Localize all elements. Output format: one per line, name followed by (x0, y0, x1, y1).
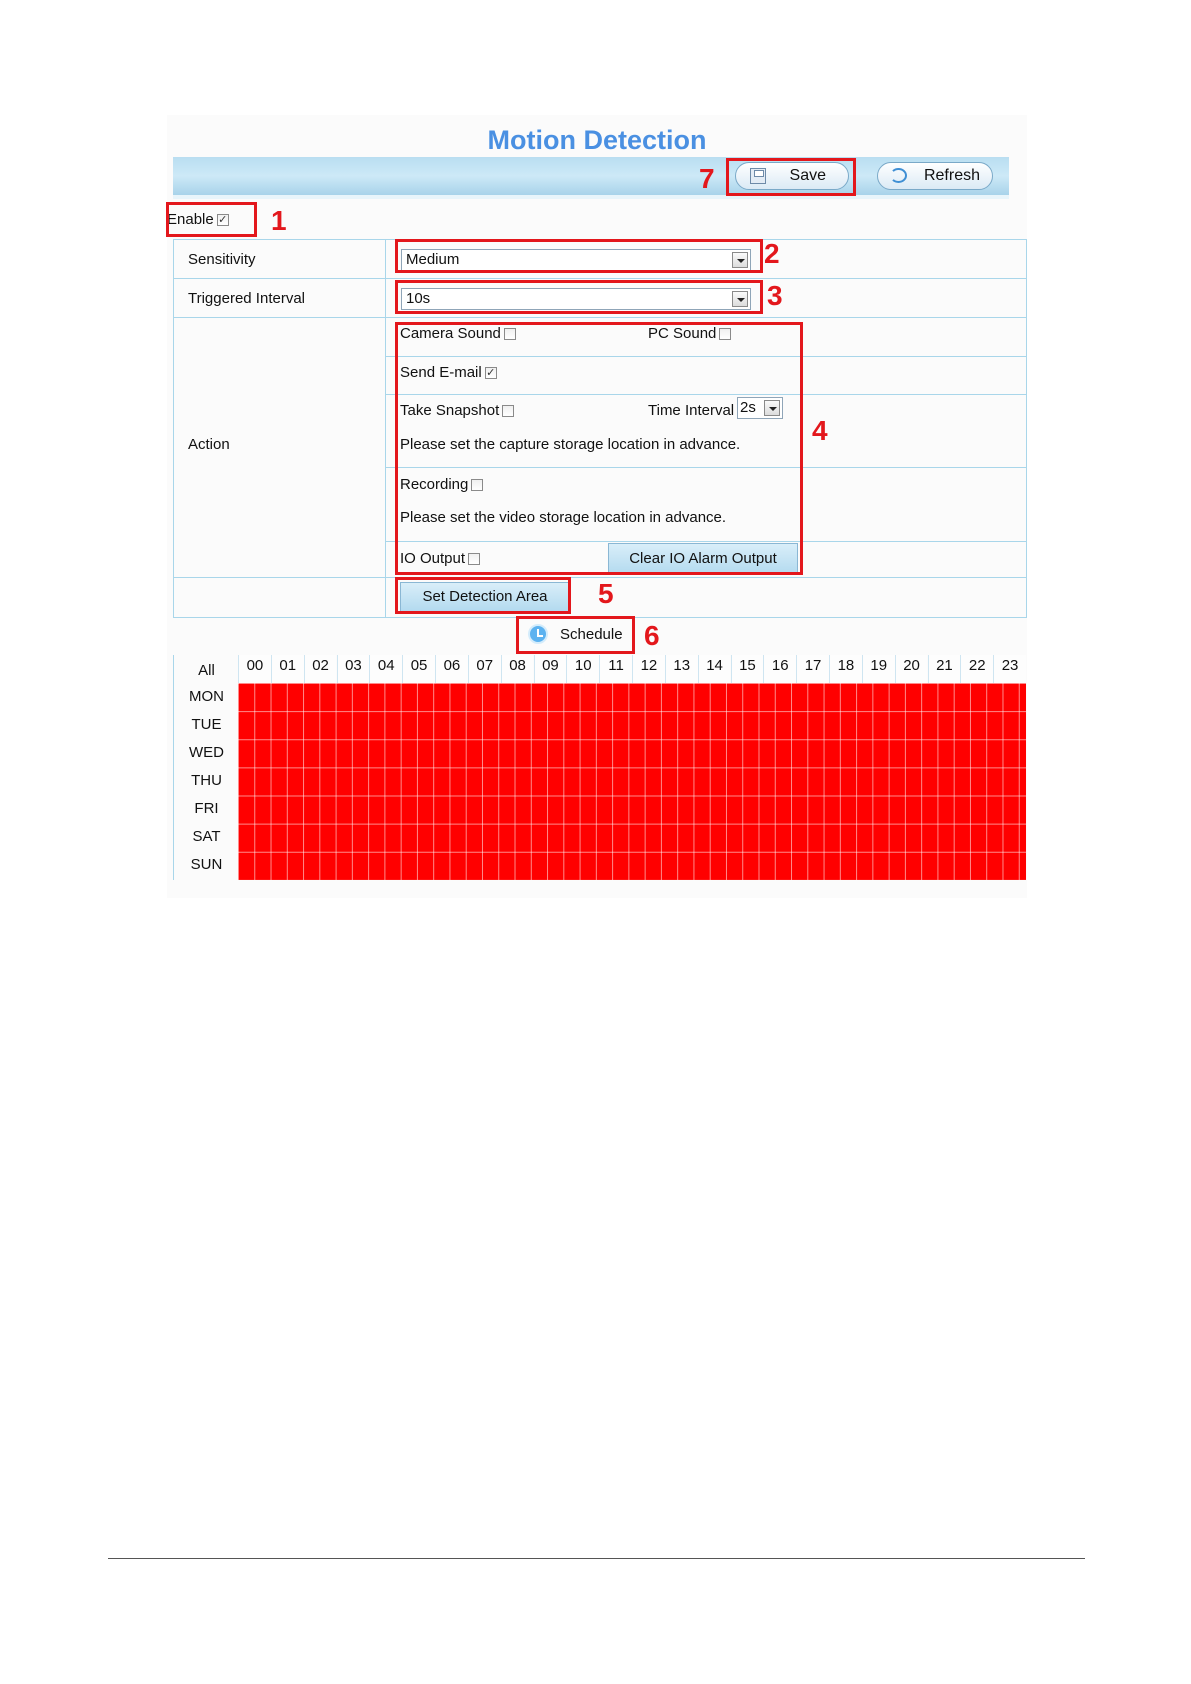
recording-option: Recording (400, 476, 483, 493)
send-email-checkbox[interactable]: ✓ (486, 367, 496, 380)
day-tue[interactable]: TUE (191, 716, 222, 733)
callout-box-sensitivity (395, 239, 763, 273)
callout-box-action (395, 322, 803, 575)
refresh-button[interactable]: Refresh (877, 162, 993, 190)
capture-storage-note: Please set the capture storage location in advance. (400, 436, 741, 453)
time-interval-label: Time Interval (648, 402, 735, 419)
day-sun[interactable]: SUN (190, 856, 223, 873)
sensitivity-select[interactable]: Medium (401, 249, 751, 271)
hour-header-08[interactable]: 08 (501, 655, 534, 683)
callout-box-schedule (516, 616, 635, 654)
callout-box-interval (395, 280, 763, 314)
day-fri[interactable]: FRI (194, 800, 219, 817)
hour-header-20[interactable]: 20 (895, 655, 928, 683)
video-storage-note: Please set the video storage location in advance. (400, 509, 727, 526)
callout-box-save (726, 158, 856, 196)
hour-header-18[interactable]: 18 (829, 655, 862, 683)
io-output-option: IO Output (400, 550, 480, 567)
hour-header-14[interactable]: 14 (698, 655, 731, 683)
hour-header-21[interactable]: 21 (928, 655, 961, 683)
hour-header-01[interactable]: 01 (271, 655, 304, 683)
sensitivity-label: Sensitivity (188, 251, 256, 268)
schedule-button[interactable]: Schedule (528, 624, 623, 644)
day-wed[interactable]: WED (189, 744, 224, 761)
camera-sound-option: Camera Sound (400, 325, 516, 342)
day-mon[interactable]: MON (189, 688, 224, 705)
hour-header-07[interactable]: 07 (468, 655, 501, 683)
day-sat[interactable]: SAT (192, 828, 221, 845)
callout-box-enable (166, 202, 257, 237)
page-footer-divider (108, 1558, 1085, 1559)
hour-header-23[interactable]: 23 (993, 655, 1026, 683)
hour-header-09[interactable]: 09 (534, 655, 567, 683)
set-detection-area-button[interactable]: Set Detection Area (400, 582, 570, 612)
callout-box-detection-area (395, 577, 571, 614)
hour-header-22[interactable]: 22 (960, 655, 993, 683)
hour-header-12[interactable]: 12 (632, 655, 665, 683)
callout-5: 5 (598, 578, 614, 609)
send-email-option: Send E-mail ✓ (400, 364, 496, 381)
schedule-all-button[interactable]: All (198, 662, 215, 679)
hour-header-11[interactable]: 11 (599, 655, 632, 683)
schedule-grid (173, 655, 1026, 880)
schedule-active-cells[interactable] (238, 683, 1026, 880)
day-thu[interactable]: THU (191, 772, 222, 789)
hour-header-00[interactable]: 00 (238, 655, 271, 683)
pc-sound-option: PC Sound (648, 325, 731, 342)
page-title: Motion Detection (487, 125, 707, 155)
hour-header-02[interactable]: 02 (304, 655, 337, 683)
save-button[interactable]: Save (735, 162, 849, 190)
triggered-interval-label: Triggered Interval (188, 290, 305, 307)
hour-header-13[interactable]: 13 (665, 655, 698, 683)
toolbar (173, 157, 1009, 199)
hour-header-03[interactable]: 03 (337, 655, 370, 683)
hour-header-17[interactable]: 17 (796, 655, 829, 683)
refresh-icon (890, 168, 907, 183)
callout-7: 7 (699, 163, 715, 194)
hour-header-04[interactable]: 04 (369, 655, 402, 683)
callout-4: 4 (812, 415, 828, 446)
hour-header-10[interactable]: 10 (566, 655, 599, 683)
callout-6: 6 (644, 620, 660, 651)
callout-1: 1 (271, 205, 287, 236)
hour-header-15[interactable]: 15 (731, 655, 764, 683)
hour-header-16[interactable]: 16 (763, 655, 796, 683)
triggered-interval-select[interactable]: 10s (401, 288, 751, 310)
callout-3: 3 (767, 280, 783, 311)
hour-header-19[interactable]: 19 (862, 655, 895, 683)
take-snapshot-option: Take Snapshot (400, 402, 514, 419)
action-label: Action (188, 436, 230, 453)
enable-checkbox[interactable]: ✓ (218, 213, 228, 226)
callout-2: 2 (764, 238, 780, 269)
hour-header-06[interactable]: 06 (435, 655, 468, 683)
hour-header-05[interactable]: 05 (402, 655, 435, 683)
clear-io-alarm-button[interactable]: Clear IO Alarm Output (608, 543, 798, 575)
enable-label: Enable (167, 211, 214, 228)
time-interval-select[interactable]: 2s (737, 397, 783, 419)
